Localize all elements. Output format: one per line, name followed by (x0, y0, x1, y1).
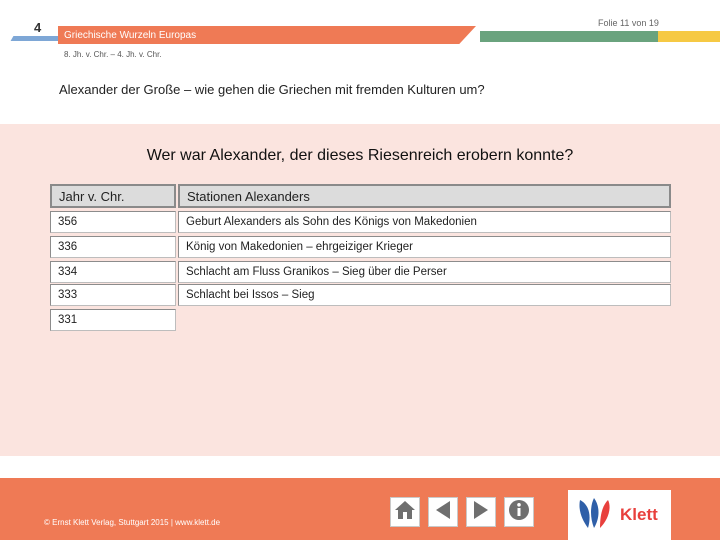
chapter-bar-green (480, 31, 658, 42)
info-icon (508, 499, 530, 526)
period-label: 8. Jh. v. Chr. – 4. Jh. v. Chr. (64, 50, 162, 59)
table-cell-station: Schlacht bei Issos – Sieg (178, 284, 671, 306)
table-cell-year: 333 (50, 284, 176, 306)
topic-title: Alexander der Große – wie gehen die Griechen mit fremden Kulturen um? (59, 82, 485, 97)
table-cell-station: König von Makedonien – ehrgeiziger Krieger (178, 236, 671, 258)
arrow-left-icon (432, 499, 454, 526)
klett-logo-text: Klett (620, 505, 658, 524)
table-cell-station: Geburt Alexanders als Sohn des Königs von Makedonien (178, 211, 671, 233)
klett-logo-icon (574, 494, 618, 537)
table-header-stations: Stationen Alexanders (178, 184, 671, 208)
next-slide-button[interactable] (466, 497, 496, 527)
klett-logo (568, 490, 671, 540)
footer (0, 478, 720, 540)
info-button[interactable] (504, 497, 534, 527)
question-heading: Wer war Alexander, der dieses Riesenreich erobern konnte? (146, 147, 574, 164)
table-cell-year: 334 (50, 261, 176, 283)
chapter-title: Griechische Wurzeln Europas (64, 30, 197, 41)
table-cell-year: 356 (50, 211, 176, 233)
table-header-year: Jahr v. Chr. (50, 184, 176, 208)
chapter-number: 4 (34, 20, 42, 35)
table-cell-year: 331 (50, 309, 176, 331)
home-button[interactable] (390, 497, 420, 527)
copyright-text: © Ernst Klett Verlag, Stuttgart 2015 | www.klett.de (44, 518, 221, 527)
chapter-bar-blue (11, 36, 62, 41)
arrow-right-icon (470, 499, 492, 526)
table-cell-station: Schlacht am Fluss Granikos – Sieg über die Perser (178, 261, 671, 283)
slide-counter: Folie 11 von 19 (598, 18, 659, 28)
home-icon (393, 499, 417, 526)
content-panel (0, 124, 720, 456)
chapter-bar-yellow (658, 31, 720, 42)
table-cell-year: 336 (50, 236, 176, 258)
previous-slide-button[interactable] (428, 497, 458, 527)
